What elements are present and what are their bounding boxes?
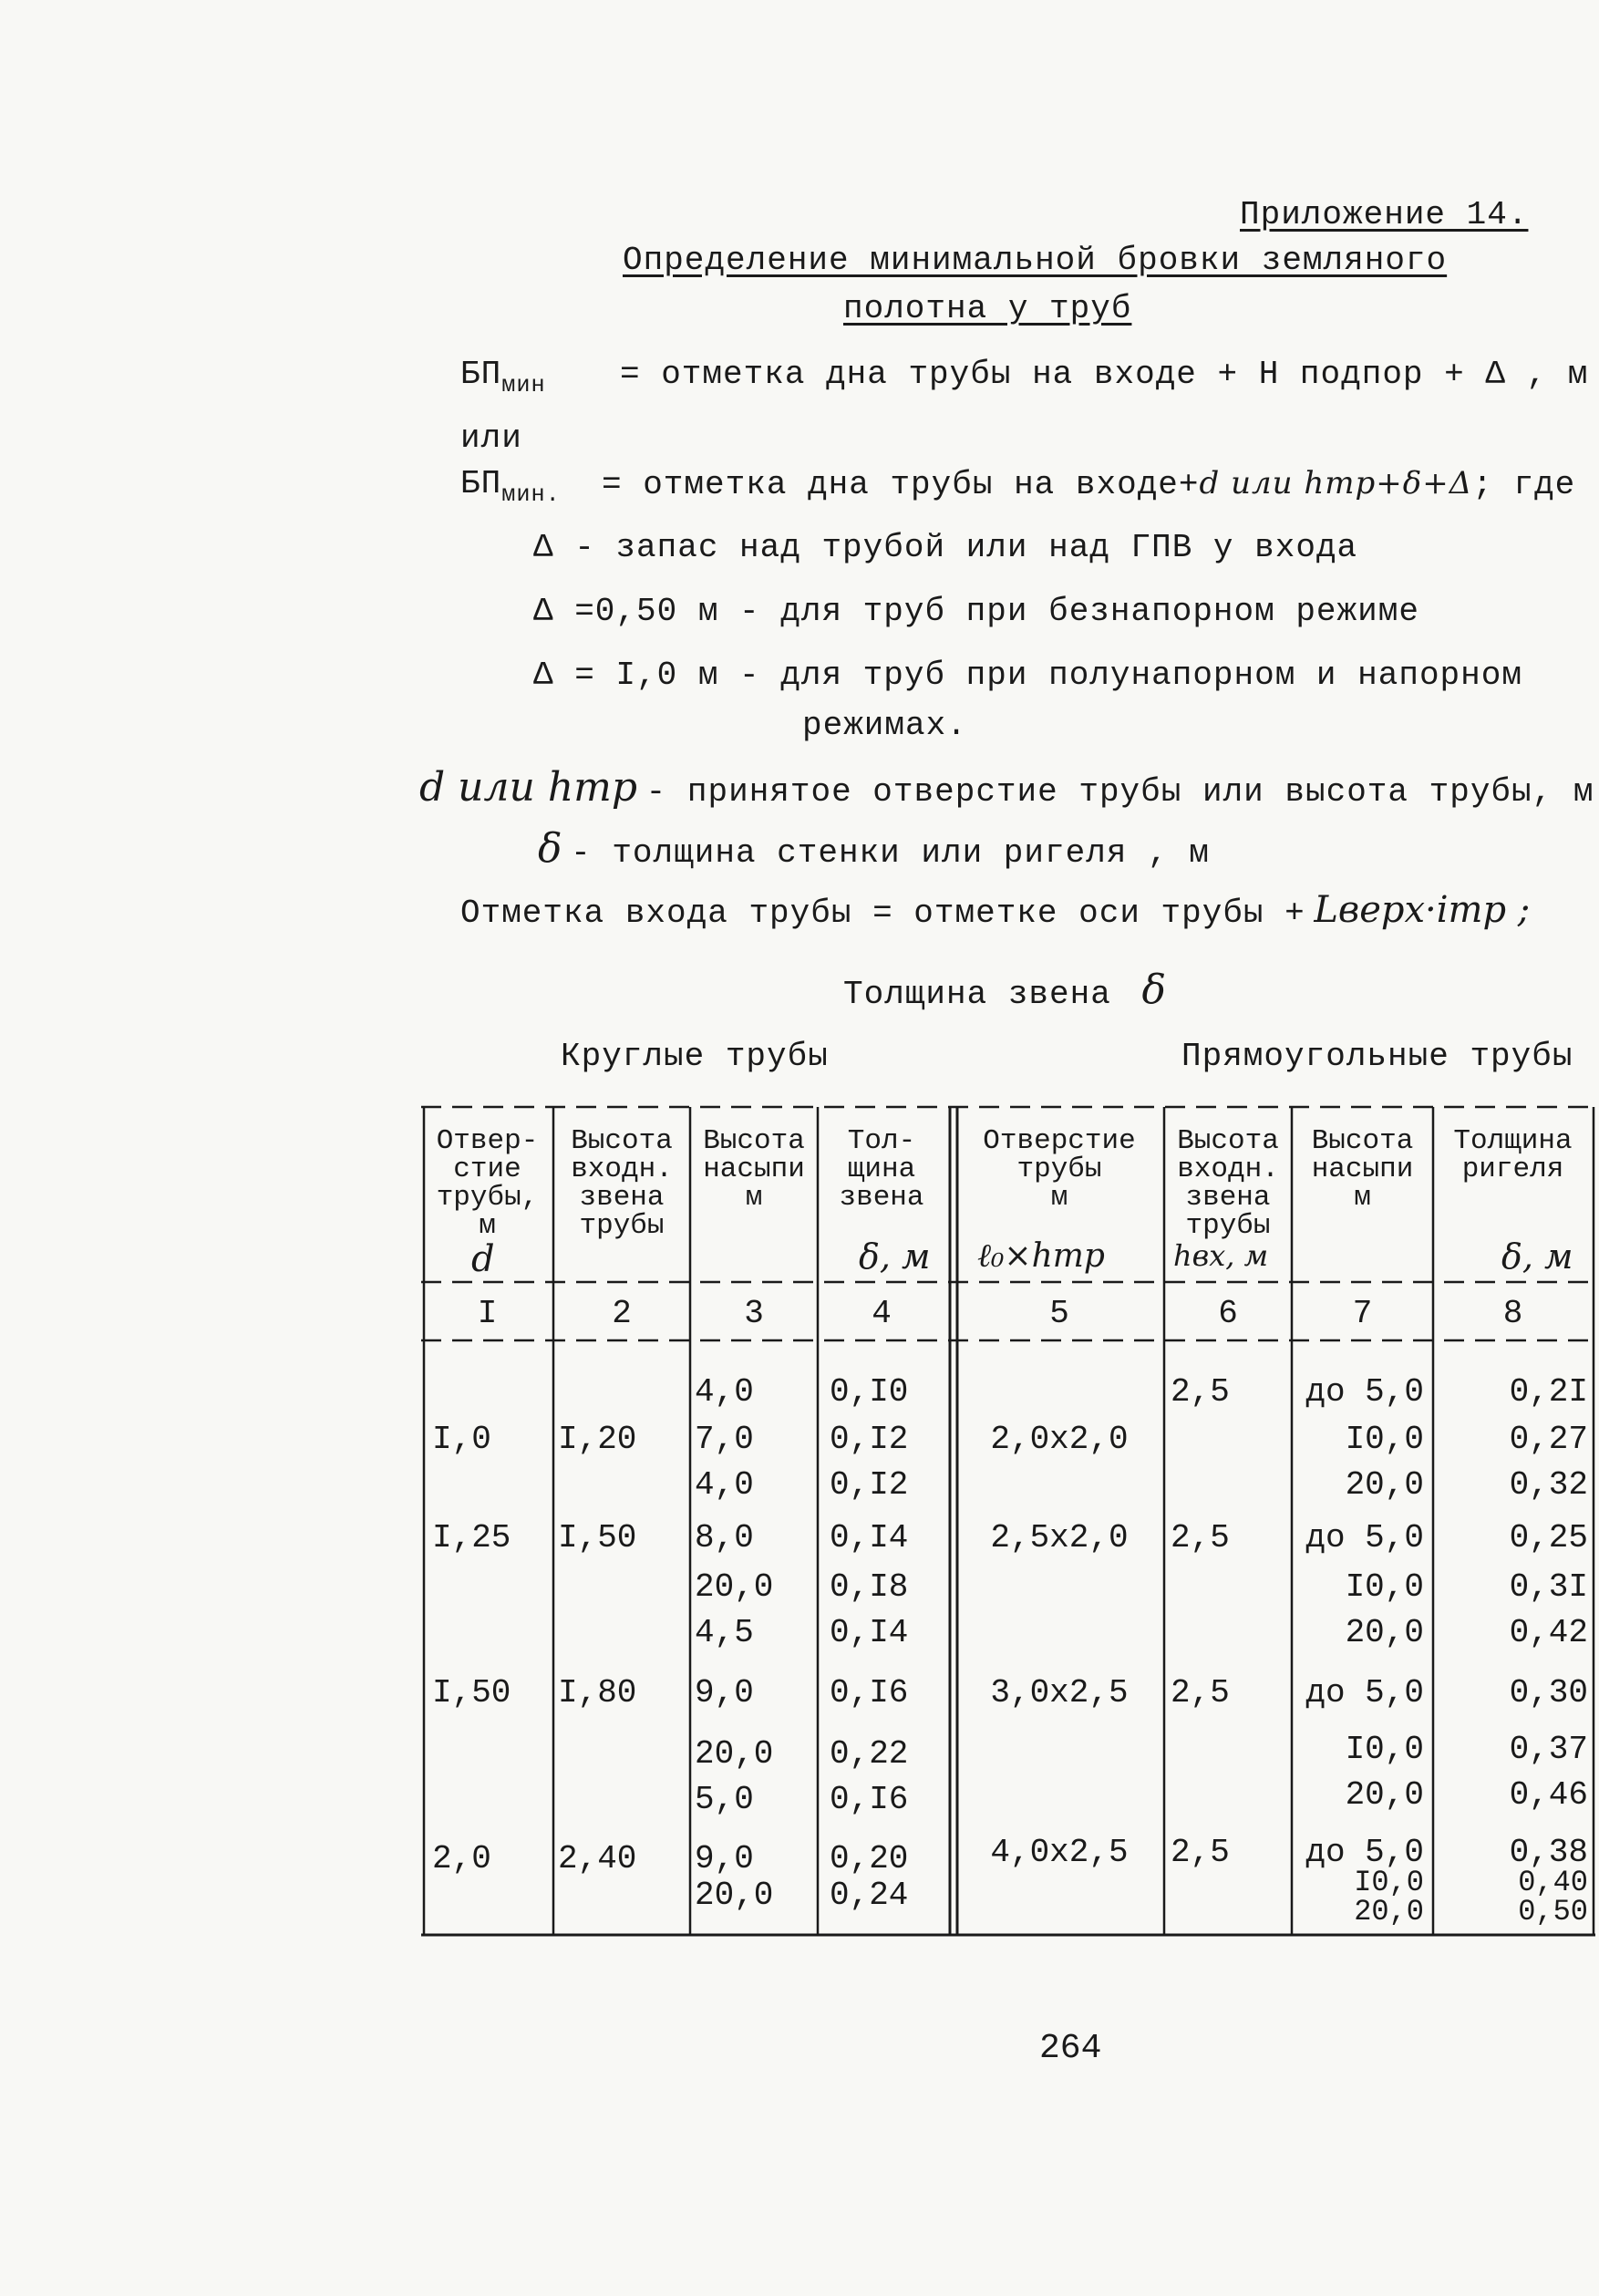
cell-crossbar-thickness: 0,30 [1509, 1674, 1588, 1712]
header-sym-hvx: hвх, м [1173, 1238, 1269, 1273]
cell-rect-fill-height: 20,0 [1354, 1895, 1424, 1929]
formula-2-lhs: БП [460, 465, 502, 502]
cell-rect-fill-height: I0,0 [1354, 1866, 1424, 1899]
definition-inlet-mark [460, 889, 1530, 932]
header-opening: Отвер- стие трубы, м [436, 1125, 539, 1242]
cell-opening: I,0 [432, 1421, 491, 1458]
opening-symbol: d или hтр [419, 764, 638, 811]
col-number-4: 4 [872, 1295, 892, 1332]
col-number-8: 8 [1502, 1295, 1523, 1332]
cell-crossbar-thickness: 0,32 [1509, 1466, 1588, 1504]
thickness-table [421, 1101, 1597, 1945]
formula-2 [460, 465, 561, 508]
cell-crossbar-thickness: 0,25 [1509, 1519, 1588, 1557]
header-sym-d: d [471, 1238, 495, 1280]
cell-fill-height: 20,0 [695, 1735, 774, 1773]
cell-rect-inlet-height: 2,5 [1171, 1519, 1230, 1557]
cell-link-thickness: 0,I0 [830, 1373, 909, 1411]
cell-link-thickness: 0,I6 [830, 1674, 909, 1712]
col-number-1: I [477, 1295, 498, 1332]
col-number-7: 7 [1352, 1295, 1373, 1332]
cell-fill-height: 20,0 [695, 1877, 774, 1914]
cell-rect-inlet-height: 2,5 [1171, 1674, 1230, 1712]
table-title [843, 967, 1166, 1013]
cell-rect-fill-height: 20,0 [1345, 1614, 1424, 1651]
cell-crossbar-thickness: 0,2I [1509, 1373, 1588, 1411]
header-sym-l-h: ℓ₀×hтр [977, 1237, 1105, 1275]
header-rect-opening: Отверстие трубы м [983, 1125, 1136, 1214]
cell-link-thickness: 0,I6 [830, 1781, 909, 1818]
col-number-5: 5 [1049, 1295, 1069, 1332]
formula-2-rhs [602, 465, 1575, 503]
cell-fill-height: 4,5 [695, 1614, 754, 1651]
definition-opening [419, 764, 1594, 811]
cell-opening: 2,0 [432, 1840, 491, 1877]
header-rect-fill-height: Высота насыпи м [1311, 1125, 1414, 1214]
table-title-text: Толщина звена [843, 976, 1111, 1013]
cell-rect-inlet-height: 2,5 [1171, 1834, 1230, 1871]
cell-opening: I,50 [432, 1674, 511, 1712]
cell-link-thickness: 0,I2 [830, 1466, 909, 1504]
cell-crossbar-thickness: 0,37 [1509, 1731, 1588, 1768]
cell-rect-fill-height: до 5,0 [1305, 1674, 1424, 1712]
col-number-3: 3 [744, 1295, 764, 1332]
cell-link-thickness: 0,I2 [830, 1421, 909, 1458]
header-sym-delta-m-2: δ, м [1501, 1236, 1573, 1277]
formula-1-lhs: БП [460, 356, 502, 393]
cell-rect-inlet-height: 2,5 [1171, 1373, 1230, 1411]
cell-rect-opening: 2,5x2,0 [990, 1519, 1129, 1557]
col-number-2: 2 [612, 1295, 632, 1332]
header-inlet-height: Высота входн. звена трубы [571, 1125, 673, 1242]
cell-link-thickness: 0,20 [830, 1840, 909, 1877]
table-title-delta: δ [1141, 967, 1166, 1013]
or-word: или [460, 419, 522, 457]
document-title-line1: Определение минимальной бровки земляного [623, 242, 1448, 279]
cell-fill-height: 4,0 [695, 1466, 754, 1504]
formula-1 [460, 356, 546, 398]
inlet-mark-text: Отметка входа трубы = отметке оси трубы + [460, 895, 1305, 932]
appendix-label: Приложение 14. [1240, 196, 1529, 233]
definition-delta-pressure-cont: режимах. [802, 707, 967, 744]
cell-crossbar-thickness: 0,38 [1509, 1834, 1588, 1871]
cell-rect-fill-height: 20,0 [1345, 1776, 1424, 1814]
group-round-pipes: Круглые трубы [561, 1038, 829, 1075]
cell-inlet-height: I,20 [558, 1421, 637, 1458]
cell-crossbar-thickness: 0,3I [1509, 1568, 1588, 1606]
opening-text: - принятое отверстие трубы или высота трубы, м [645, 773, 1594, 811]
cell-link-thickness: 0,24 [830, 1877, 909, 1914]
delta-symbol: δ [538, 825, 562, 872]
cell-rect-opening: 3,0x2,5 [990, 1674, 1129, 1712]
cell-fill-height: 5,0 [695, 1781, 754, 1818]
cell-inlet-height: I,80 [558, 1674, 637, 1712]
cell-fill-height: 9,0 [695, 1840, 754, 1877]
cell-rect-fill-height: I0,0 [1345, 1568, 1424, 1606]
definition-delta: Δ - запас над трубой или над ГПВ у входа [533, 529, 1358, 566]
formula-1-sub: мин [501, 371, 546, 398]
cell-crossbar-thickness: 0,42 [1509, 1614, 1588, 1651]
cell-rect-fill-height: до 5,0 [1305, 1519, 1424, 1557]
cell-link-thickness: 0,I4 [830, 1519, 909, 1557]
cell-rect-fill-height: до 5,0 [1305, 1834, 1424, 1871]
header-fill-height: Высота насыпи м [703, 1125, 805, 1214]
header-sym-delta-m: δ, м [859, 1236, 931, 1277]
inlet-mark-handwritten: Lвepx·iтр ; [1314, 889, 1531, 931]
definition-thickness [538, 825, 1210, 872]
cell-fill-height: 9,0 [695, 1674, 754, 1712]
header-link-thickness: Тол- щина звена [839, 1125, 924, 1214]
header-rect-inlet-height: Высота входн. звена трубы [1177, 1125, 1279, 1242]
cell-crossbar-thickness: 0,27 [1509, 1421, 1588, 1458]
cell-crossbar-thickness: 0,46 [1509, 1776, 1588, 1814]
cell-link-thickness: 0,I4 [830, 1614, 909, 1651]
cell-inlet-height: 2,40 [558, 1840, 637, 1877]
cell-rect-fill-height: I0,0 [1345, 1421, 1424, 1458]
cell-rect-opening: 4,0x2,5 [990, 1834, 1129, 1871]
document-title-line2: полотна у труб [843, 290, 1132, 327]
cell-rect-opening: 2,0x2,0 [990, 1421, 1129, 1458]
cell-link-thickness: 0,I8 [830, 1568, 909, 1606]
cell-rect-fill-height: до 5,0 [1305, 1373, 1424, 1411]
cell-rect-fill-height: 20,0 [1345, 1466, 1424, 1504]
cell-fill-height: 7,0 [695, 1421, 754, 1458]
thickness-text: - толщина стенки или ригеля , м [571, 834, 1210, 872]
cell-fill-height: 8,0 [695, 1519, 754, 1557]
formula-2-rhs-text: = отметка дна трубы на входе+ [602, 466, 1200, 503]
formula-2-handwritten: d или hтр+δ+Δ [1199, 465, 1473, 502]
formula-2-sub: мин. [501, 481, 561, 508]
cell-link-thickness: 0,22 [830, 1735, 909, 1773]
cell-crossbar-thickness: 0,40 [1518, 1866, 1588, 1899]
formula-1-rhs: = отметка дна трубы на входе + Н подпор + Δ , м [620, 356, 1589, 393]
cell-opening: I,25 [432, 1519, 511, 1557]
cell-fill-height: 4,0 [695, 1373, 754, 1411]
group-rect-pipes: Прямоугольные трубы [1181, 1038, 1573, 1075]
definition-delta-nonpressure: Δ =0,50 м - для труб при безнапорном режиме [533, 593, 1419, 630]
header-crossbar-thickness: Толщина ригеля [1453, 1125, 1573, 1185]
definition-delta-pressure: Δ = I,0 м - для труб при полунапорном и напорном [533, 657, 1522, 694]
cell-fill-height: 20,0 [695, 1568, 774, 1606]
page-number: 264 [1039, 2029, 1102, 2068]
cell-rect-fill-height: I0,0 [1345, 1731, 1424, 1768]
formula-2-end: ; где [1472, 466, 1576, 503]
cell-crossbar-thickness: 0,50 [1518, 1895, 1588, 1929]
cell-inlet-height: I,50 [558, 1519, 637, 1557]
col-number-6: 6 [1218, 1295, 1238, 1332]
